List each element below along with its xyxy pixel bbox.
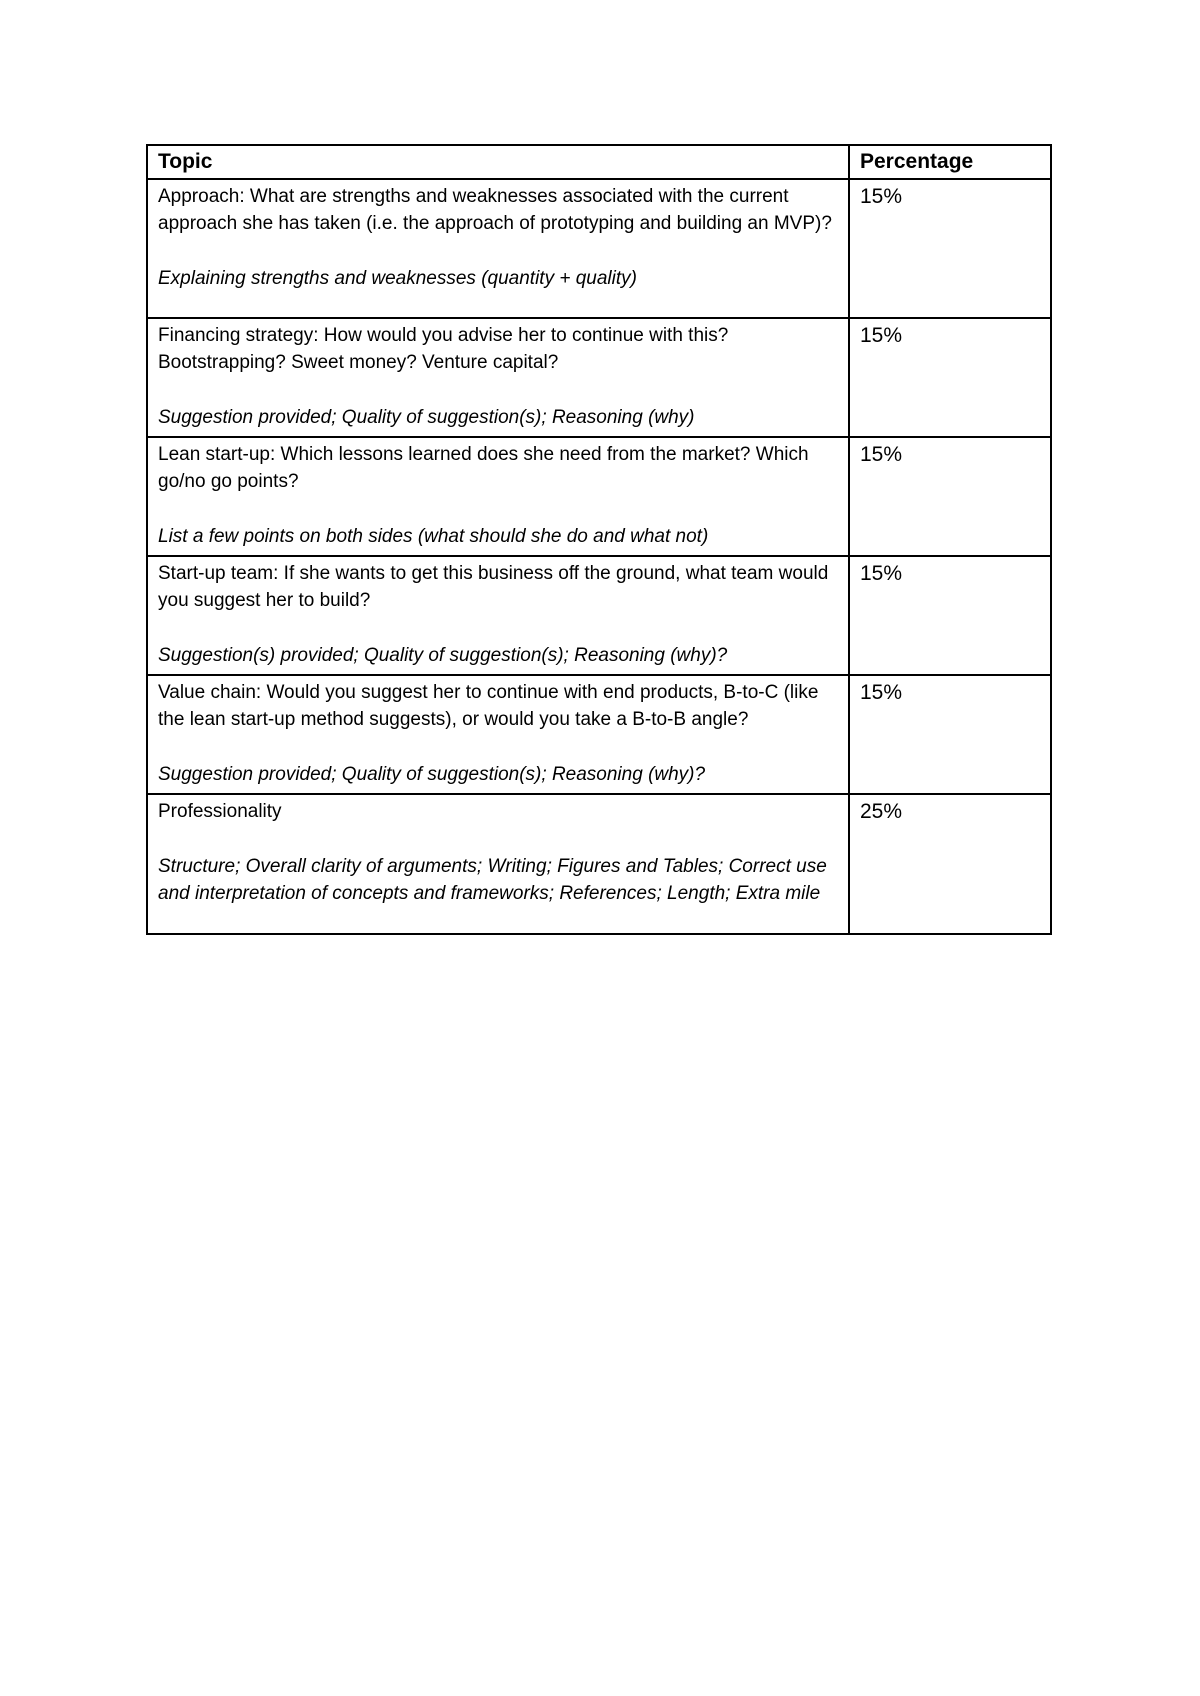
topic-question: Approach: What are strengths and weaknesses associated with the current approach she has taken (i.e. the approach of prototyping and building an MVP)? [158,185,832,234]
percentage-value: 15% [860,561,903,585]
topic-criteria: Structure; Overall clarity of arguments; Writing; Figures and Tables; Correct use and interpretation of concepts and frameworks; References; Length; Extra mile [158,855,827,904]
percentage-value: 15% [860,184,903,208]
percentage-cell [849,437,1051,556]
topic-question: Start-up team: If she wants to get this business off the ground, what team would you suggest her to build? [158,562,829,611]
topic-question: Lean start-up: Which lessons learned does she need from the market? Which go/no go points? [158,443,809,492]
percentage-cell [849,675,1051,794]
topic-question: Financing strategy: How would you advise her to continue with this? Bootstrapping? Sweet money? Venture capital? [158,324,729,373]
topic-question: Professionality [158,800,282,822]
topic-question: Value chain: Would you suggest her to continue with end products, B-to-C (like the lean start-up method suggests), or would you take a B-to-B angle? [158,681,819,730]
header-percentage: Percentage [849,145,1051,179]
table-row [147,675,1051,794]
topic-cell [147,675,849,794]
table-row [147,556,1051,675]
topic-cell [147,437,849,556]
topic-criteria: List a few points on both sides (what should she do and what not) [158,526,709,547]
percentage-cell [849,179,1051,318]
topic-criteria: Suggestion(s) provided; Quality of suggestion(s); Reasoning (why)? [158,645,728,666]
table-row [147,179,1051,318]
percentage-value: 25% [860,799,903,823]
table-header-row [147,145,1051,179]
header-topic: Topic [147,145,849,179]
topic-cell [147,794,849,934]
percentage-cell [849,556,1051,675]
topic-cell [147,556,849,675]
percentage-value: 15% [860,323,903,347]
topic-criteria: Suggestion provided; Quality of suggestion(s); Reasoning (why)? [158,764,706,785]
topic-criteria: Explaining strengths and weaknesses (quantity + quality) [158,268,637,289]
percentage-cell [849,794,1051,934]
grading-rubric-table [146,144,1052,935]
table-row [147,437,1051,556]
table-row [147,794,1051,934]
topic-cell [147,179,849,318]
topic-criteria: Suggestion provided; Quality of suggestion(s); Reasoning (why) [158,407,695,428]
percentage-cell [849,318,1051,437]
topic-cell [147,318,849,437]
table-row [147,318,1051,437]
percentage-value: 15% [860,680,903,704]
percentage-value: 15% [860,442,903,466]
